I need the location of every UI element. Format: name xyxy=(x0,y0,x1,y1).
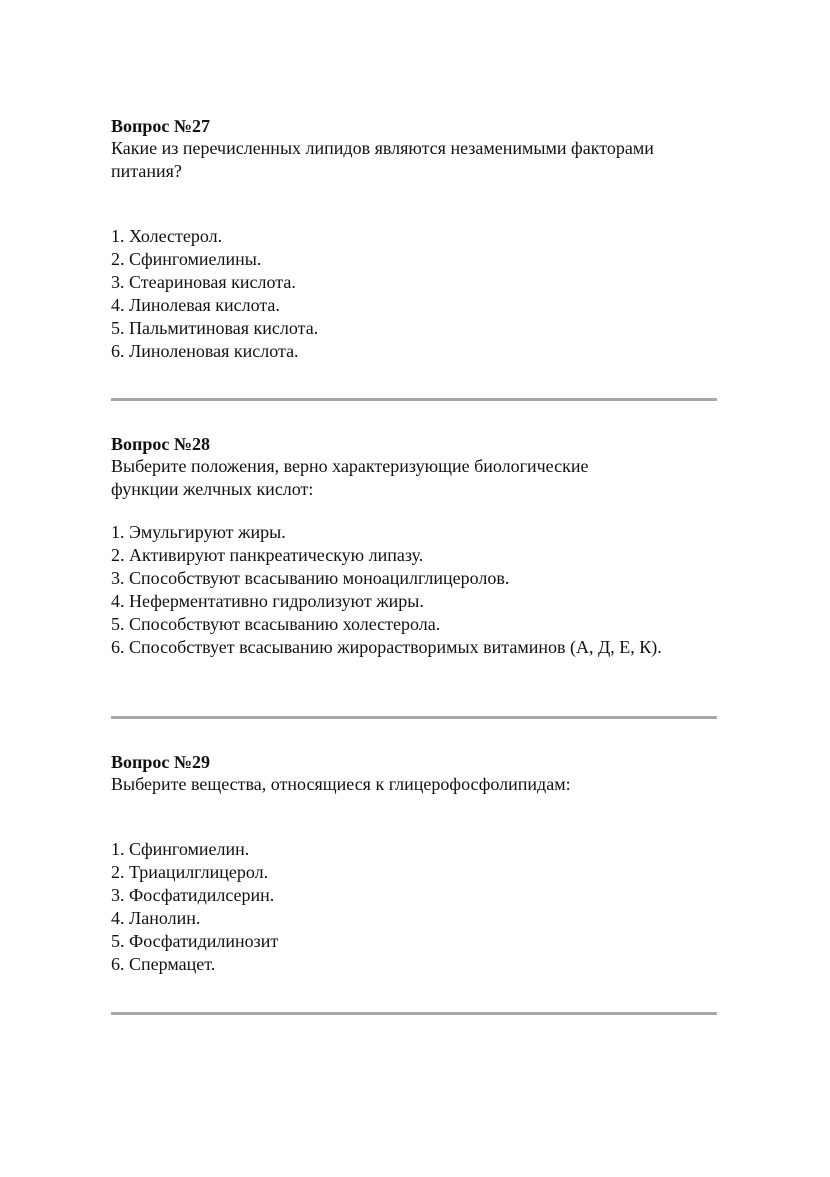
answer-option: 6. Линоленовая кислота. xyxy=(111,341,299,361)
answer-option: 3. Способствуют всасыванию моноацилглицеролов. xyxy=(111,568,510,588)
answer-options xyxy=(111,225,721,363)
answer-option: 1. Сфингомиелин. xyxy=(111,839,250,859)
question-29 xyxy=(111,751,721,976)
question-title: Вопрос №28 xyxy=(111,434,210,454)
answer-option: 5. Фосфатидилинозит xyxy=(111,931,279,951)
question-text: Какие из перечисленных липидов являются незаменимыми факторами питания? xyxy=(111,138,654,181)
question-27 xyxy=(111,115,721,363)
section-divider xyxy=(111,398,717,401)
answer-option: 1. Холестерол. xyxy=(111,226,223,246)
answer-option: 4. Неферментативно гидролизуют жиры. xyxy=(111,591,424,611)
answer-option: 4. Ланолин. xyxy=(111,908,201,928)
answer-option: 6. Способствует всасыванию жирорастворимых витаминов (А, Д, Е, К). xyxy=(111,637,662,657)
answer-option: 3. Стеариновая кислота. xyxy=(111,272,296,292)
answer-options xyxy=(111,838,721,976)
answer-option: 3. Фосфатидилсерин. xyxy=(111,885,275,905)
answer-option: 5. Способствуют всасыванию холестерола. xyxy=(111,614,441,634)
question-text: Выберите вещества, относящиеся к глицерофосфолипидам: xyxy=(111,774,571,794)
answer-option: 1. Эмульгируют жиры. xyxy=(111,522,286,542)
question-title: Вопрос №27 xyxy=(111,116,210,136)
answer-option: 4. Линолевая кислота. xyxy=(111,295,280,315)
question-text: Выберите положения, верно характеризующие биологические функции желчных кислот: xyxy=(111,456,589,499)
answer-option: 2. Активируют панкреатическую липазу. xyxy=(111,545,424,565)
answer-options xyxy=(111,521,701,659)
answer-option: 2. Сфингомиелины. xyxy=(111,249,262,269)
section-divider xyxy=(111,716,717,719)
question-28 xyxy=(111,433,721,659)
question-title: Вопрос №29 xyxy=(111,752,210,772)
answer-option: 2. Триацилглицерол. xyxy=(111,862,269,882)
section-divider xyxy=(111,1012,717,1015)
answer-option: 6. Спермацет. xyxy=(111,954,216,974)
answer-option: 5. Пальмитиновая кислота. xyxy=(111,318,319,338)
